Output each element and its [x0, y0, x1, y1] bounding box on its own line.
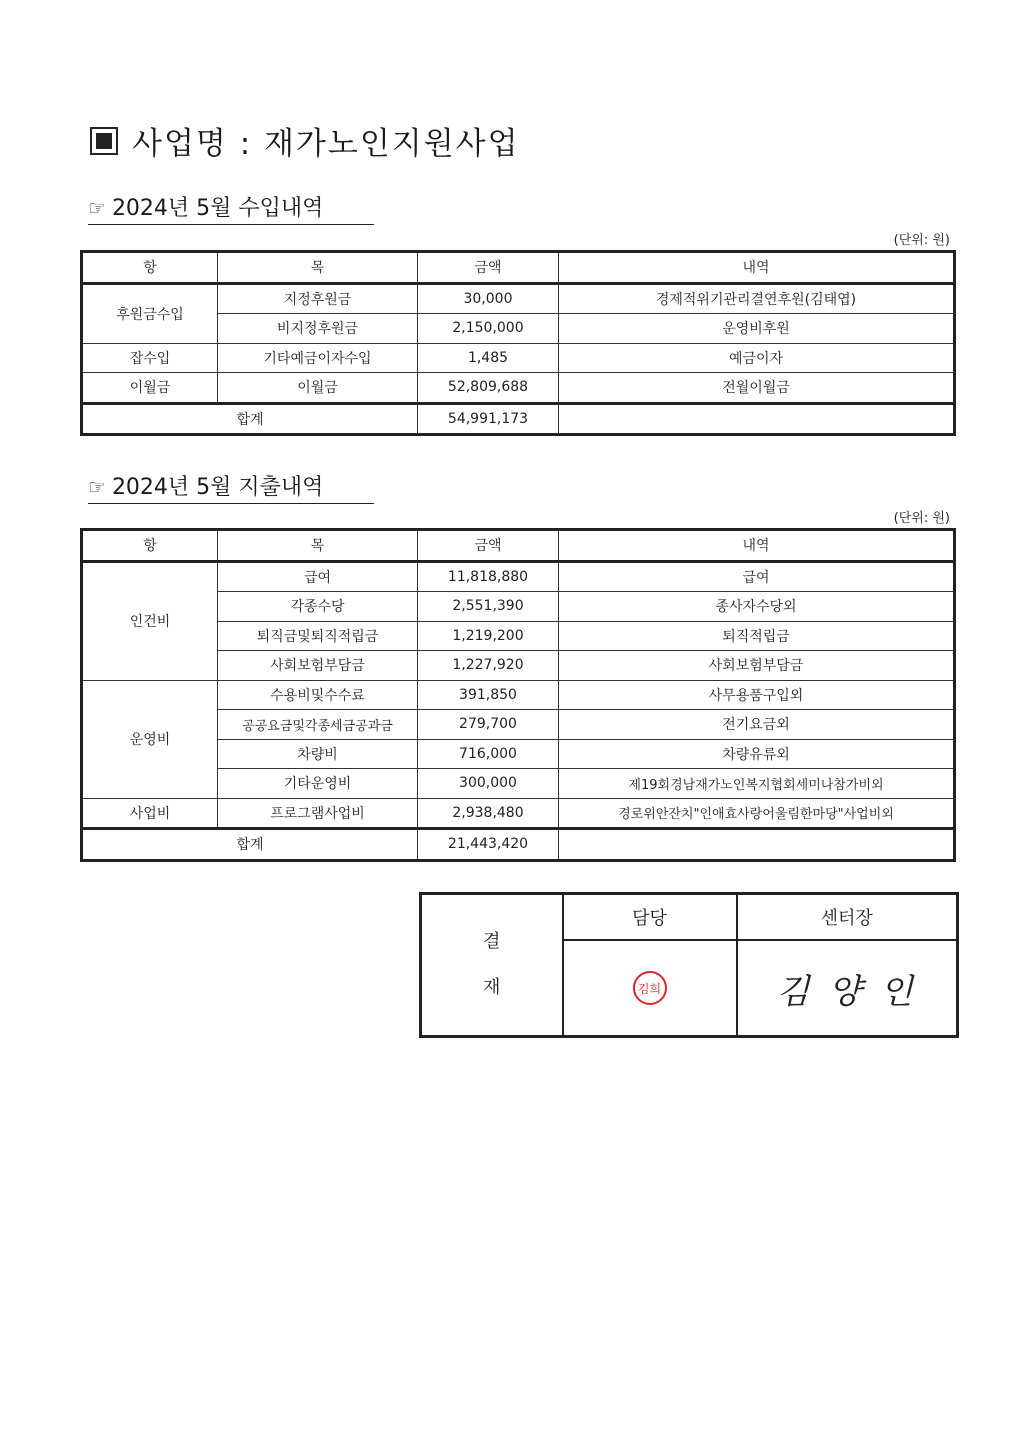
detail-cell: 경제적위기관리결연후원(김태엽) — [559, 283, 955, 314]
amount-cell: 279,700 — [418, 710, 559, 740]
amount-cell: 52,809,688 — [418, 373, 559, 404]
header-mok: 목 — [218, 252, 418, 284]
mok-cell: 공공요금및각종세금공과금 — [218, 710, 418, 740]
header-amount: 금액 — [418, 530, 559, 562]
amount-cell: 1,219,200 — [418, 621, 559, 651]
approval-box — [419, 892, 959, 1038]
approval-label — [421, 894, 563, 1037]
total-label: 합계 — [82, 403, 418, 435]
approval-col-director: 센터장 — [737, 894, 958, 941]
expense-heading — [88, 470, 374, 504]
hang-cell: 사업비 — [82, 798, 218, 829]
income-heading-text: 2024년 5월 수입내역 — [111, 196, 324, 221]
detail-cell: 차량유류외 — [559, 739, 955, 769]
detail-cell: 사무용품구입외 — [559, 680, 955, 710]
mok-cell: 차량비 — [218, 739, 418, 769]
header-detail: 내역 — [559, 252, 955, 284]
income-table — [80, 250, 956, 436]
amount-cell: 2,938,480 — [418, 798, 559, 829]
detail-cell: 전기요금외 — [559, 710, 955, 740]
header-mok: 목 — [218, 530, 418, 562]
director-signature: 김 양 인 — [776, 971, 917, 1012]
expense-heading-text: 2024년 5월 지출내역 — [111, 475, 324, 500]
amount-cell: 300,000 — [418, 769, 559, 799]
total-row — [82, 403, 955, 435]
amount-cell: 11,818,880 — [418, 561, 559, 592]
mok-cell: 이월금 — [218, 373, 418, 404]
table-row — [82, 343, 955, 373]
pointing-hand-icon: ☞ — [88, 196, 106, 220]
total-amount: 21,443,420 — [418, 829, 559, 861]
mok-cell: 급여 — [218, 561, 418, 592]
amount-cell: 716,000 — [418, 739, 559, 769]
total-detail — [559, 403, 955, 435]
amount-cell: 1,485 — [418, 343, 559, 373]
square-bullet-icon — [90, 127, 118, 155]
staff-stamp-cell — [563, 940, 737, 1037]
total-amount: 54,991,173 — [418, 403, 559, 435]
table-header-row — [82, 252, 955, 284]
hang-cell: 후원금수입 — [82, 283, 218, 343]
mok-cell: 프로그램사업비 — [218, 798, 418, 829]
approval-label-bottom: 재 — [483, 977, 501, 998]
pointing-hand-icon: ☞ — [88, 475, 106, 499]
header-hang: 항 — [82, 530, 218, 562]
expense-unit-note: (단위: 원) — [893, 511, 950, 526]
mok-cell: 퇴직금및퇴직적립금 — [218, 621, 418, 651]
approval-col-staff: 담당 — [563, 894, 737, 941]
header-hang: 항 — [82, 252, 218, 284]
detail-cell: 전월이월금 — [559, 373, 955, 404]
amount-cell: 391,850 — [418, 680, 559, 710]
page-title-text: 사업명 : 재가노인지원사업 — [132, 126, 520, 162]
header-detail: 내역 — [559, 530, 955, 562]
mok-cell: 수용비및수수료 — [218, 680, 418, 710]
mok-cell: 각종수당 — [218, 592, 418, 622]
header-amount: 금액 — [418, 252, 559, 284]
hang-cell: 운영비 — [82, 680, 218, 798]
table-header-row — [82, 530, 955, 562]
total-label: 합계 — [82, 829, 418, 861]
hang-cell: 잡수입 — [82, 343, 218, 373]
income-unit-note: (단위: 원) — [893, 233, 950, 248]
detail-cell: 퇴직적립금 — [559, 621, 955, 651]
amount-cell: 2,150,000 — [418, 314, 559, 344]
detail-cell: 경로위안잔치"인애효사랑어울림한마당"사업비외 — [559, 798, 955, 829]
table-row — [82, 283, 955, 314]
detail-cell: 급여 — [559, 561, 955, 592]
mok-cell: 사회보험부담금 — [218, 651, 418, 681]
table-row — [82, 561, 955, 592]
table-row — [82, 680, 955, 710]
mok-cell: 기타예금이자수입 — [218, 343, 418, 373]
hang-cell: 인건비 — [82, 561, 218, 680]
detail-cell: 사회보험부담금 — [559, 651, 955, 681]
mok-cell: 기타운영비 — [218, 769, 418, 799]
total-detail — [559, 829, 955, 861]
detail-cell: 제19회경남재가노인복지협회세미나참가비외 — [559, 769, 955, 799]
total-row — [82, 829, 955, 861]
table-row — [82, 373, 955, 404]
seal-stamp-icon: 김희 — [633, 971, 667, 1005]
detail-cell: 운영비후원 — [559, 314, 955, 344]
page-title — [90, 118, 520, 163]
mok-cell: 지정후원금 — [218, 283, 418, 314]
table-row — [82, 798, 955, 829]
hang-cell: 이월금 — [82, 373, 218, 404]
director-signature-cell — [737, 940, 958, 1037]
mok-cell: 비지정후원금 — [218, 314, 418, 344]
detail-cell: 예금이자 — [559, 343, 955, 373]
amount-cell: 1,227,920 — [418, 651, 559, 681]
expense-table — [80, 528, 956, 862]
income-heading — [88, 191, 374, 225]
approval-label-top: 결 — [483, 931, 501, 952]
detail-cell: 종사자수당외 — [559, 592, 955, 622]
amount-cell: 2,551,390 — [418, 592, 559, 622]
amount-cell: 30,000 — [418, 283, 559, 314]
